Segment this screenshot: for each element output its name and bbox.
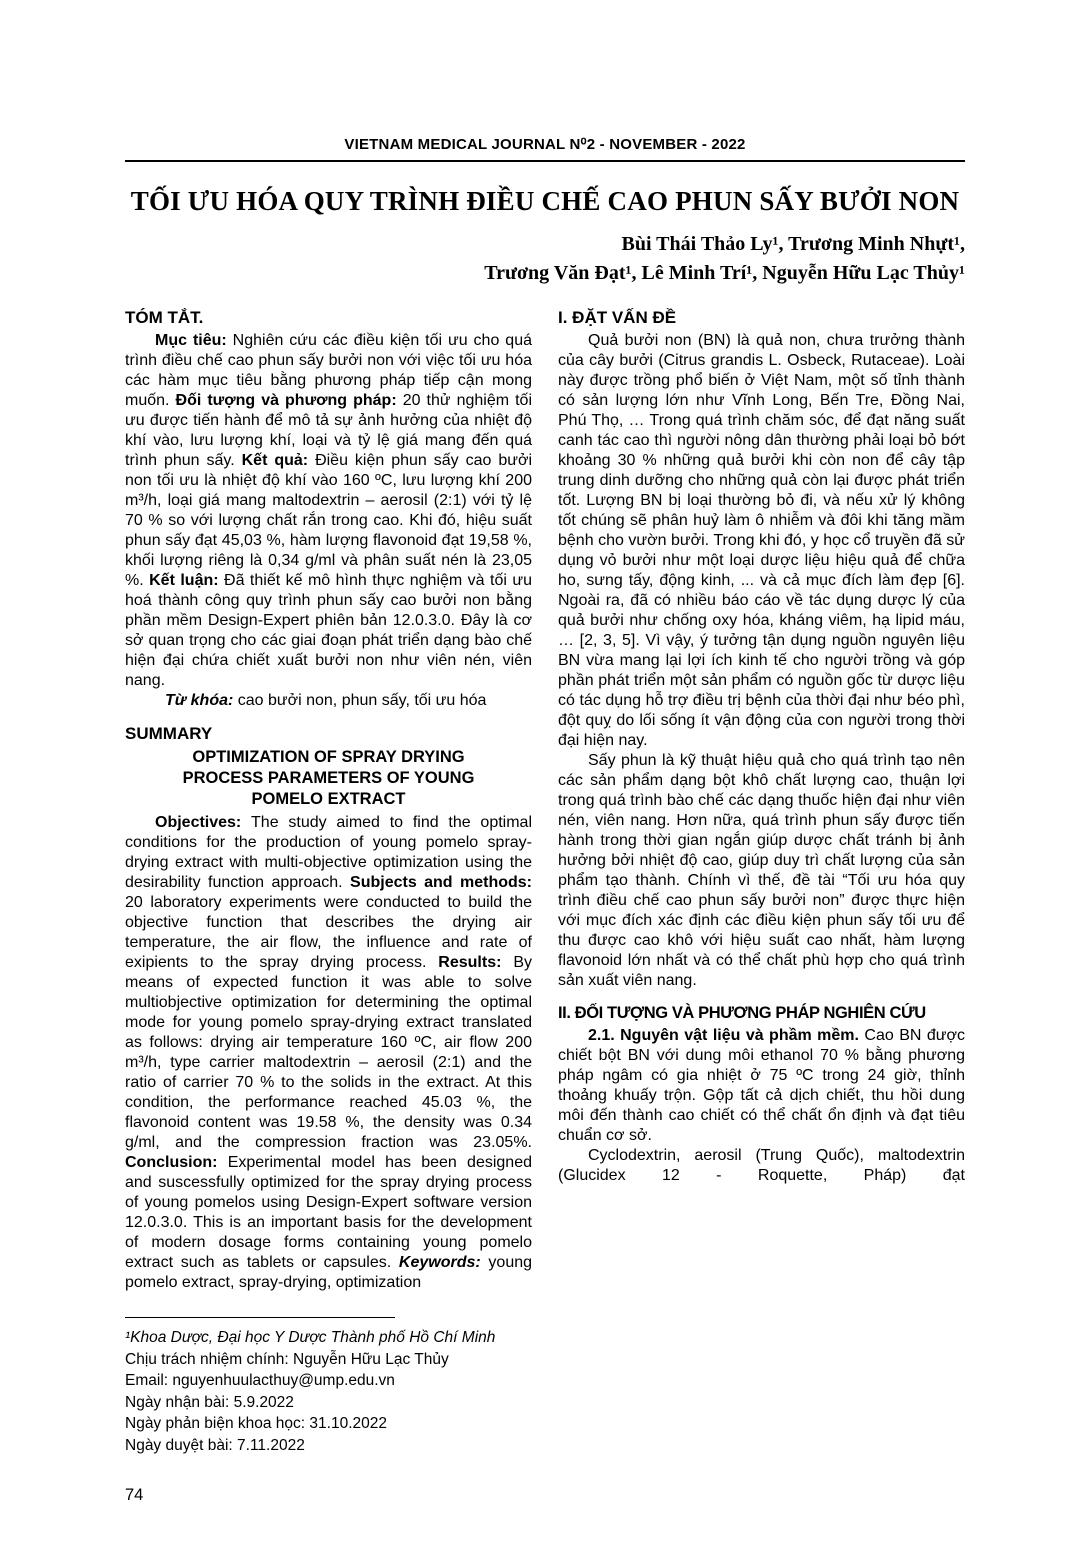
section1-heading: I. ĐẶT VẤN ĐỀ <box>558 308 677 327</box>
page-number: 74 <box>125 1486 144 1504</box>
summary-title: OPTIMIZATION OF SPRAY DRYING PROCESS PARAMETERS OF YOUNG POMELO EXTRACT <box>182 748 475 808</box>
summary-heading: SUMMARY <box>125 724 213 743</box>
left-column <box>125 308 532 1505</box>
affiliation-line: ¹Khoa Dược, Đại học Y Dược Thành phố Hồ Chí Minh <box>125 1329 496 1346</box>
corresponding-author-line: Chịu trách nhiệm chính: Nguyễn Hữu Lạc Thủy <box>125 1350 449 1368</box>
date-accepted-line: Ngày duyệt bài: 7.11.2022 <box>125 1436 305 1454</box>
section2-paragraph-materials: Cyclodextrin, aerosil (Trung Quốc), maltodextrin (Glucidex 12 - Roquette, Pháp) đạt <box>558 1147 965 1184</box>
section2-heading: II. ĐỐI TƯỢNG VÀ PHƯƠNG PHÁP NGHIÊN CỨU <box>558 1004 926 1022</box>
authors-line-2: Trương Văn Đạt¹, Lê Minh Trí¹, Nguyễn Hữu Lạc Thủy¹ <box>484 262 965 284</box>
authors-line-1: Bùi Thái Thảo Ly¹, Trương Minh Nhựt¹, <box>621 233 965 255</box>
running-head <box>125 135 965 162</box>
section2-paragraph-2-1: 2.1. Nguyên vật liệu và phầm mềm. Cao BN được chiết bột BN với dung môi ethanol 70 % bằng phương pháp ngâm có gia nhiệt ở 75 ºC trong 24 giờ, thỉnh thoảng khuấy trộn. Gộp tất cả dịch chiết, thu hồi dung môi đến thành cao chiết có thể chất ổn định và đạt tiêu chuẩn cơ sở. <box>558 1027 965 1144</box>
date-received-line: Ngày nhận bài: 5.9.2022 <box>125 1393 294 1411</box>
right-column <box>558 308 965 1505</box>
article-title: TỐI ƯU HÓA QUY TRÌNH ĐIỀU CHẾ CAO PHUN SẤY BƯỞI NON <box>130 186 960 216</box>
date-reviewed-line: Ngày phản biện khoa học: 31.10.2022 <box>125 1415 387 1432</box>
abstract-keywords: Từ khóa: cao bưởi non, phun sấy, tối ưu hóa <box>165 692 487 709</box>
section1-paragraph-1: Quả bưởi non (BN) là quả non, chưa trưởng thành của cây bưởi (Citrus grandis L. Osbeck, Rutaceae). Loài này được trồng phổ biến ở Việt Nam, một số tỉnh thành có sản lượng lớn như Vĩnh Long, Bến Tre, Đồng Nai, Phú Thọ, … Trong quá trình chăm sóc, để đạt năng suất canh tác cao thì người nông dân thường phải loại bỏ bớt khoảng 30 % những quả bưởi khi còn non để cây tập trung dinh dưỡng cho những quả còn lại được phát triển tốt. Lượng BN bị loại thường bỏ đi, và nếu xử lý không tốt chúng sẽ phân huỷ làm ô nhiễm và đôi khi tăng mầm bệnh cho vườn bưởi. Trong khi đó, y học cổ truyền đã sử dụng vỏ bưởi như một loại dược liệu hiệu quả để chữa ho, sưng tấy, động kinh, ... và cả mục đích làm đẹp [6]. Ngoài ra, đã có nhiều báo cáo về tác dụng dược lý của quả bưởi như chống oxy hóa, kháng viêm, hạ lipid máu, … [2, 3, 5]. Vì vậy, ý tưởng tận dụng nguồn nguyên liệu BN vừa mang lại lợi ích kinh tế cho người trồng và góp phần phát triển một sản phẩm có nguồn gốc từ dược liệu có tác dụng hỗ trợ điều trị bệnh của thời đại như béo phì, đột quỵ do lối sống ít vận động của con người trong thời đại hiện nay. <box>558 332 965 749</box>
footnote-block <box>125 1317 532 1456</box>
email-line: Email: nguyenhuulacthuy@ump.edu.vn <box>125 1372 395 1389</box>
abstract-heading: TÓM TẮT. <box>125 308 204 327</box>
journal-name-text: VIETNAM MEDICAL JOURNAL N⁰2 - NOVEMBER - 2022 <box>344 136 746 153</box>
author-block <box>125 230 965 288</box>
footnote-divider <box>125 1317 395 1318</box>
section1-paragraph-2: Sấy phun là kỹ thuật hiệu quả cho quá trình tạo nên các sản phẩm dạng bột khô chất lượng cao, thuận lợi trong quá trình bào chế các dạng thuốc hiện đại như viên nén, viên nang. Hơn nữa, quá trình phun sấy được tiến hành trong thời gian ngắn giúp dược chất tránh bị ảnh hưởng bởi nhiệt độ cao, giúp duy trì chất lượng của sản phẩm tạo thành. Chính vì thế, đề tài “Tối ưu hóa quy trình điều chế cao phun sấy bưởi non” được thực hiện với mục đích xác định các điều kiện phun sấy tối ưu để thu được cao khô với hiệu suất cao nhất, hàm lượng flavonoid lớn nhất và có thể chất phù hợp cho quá trình sản xuất viên nang. <box>558 752 965 989</box>
abstract-body: Mục tiêu: Nghiên cứu các điều kiện tối ưu cho quá trình điều chế cao phun sấy bưởi non với việc tối ưu hóa các hàm mục tiêu bằng phương pháp tiếp cận mong muốn. Đối tượng và phương pháp: 20 thử nghiệm tối ưu được tiến hành để mô tả sự ảnh hưởng của nhiệt độ khí vào, lưu lượng khí, loại và tỷ lệ giá mang đến quá trình phun sấy. Kết quả: Điều kiện phun sấy cao bưởi non tối ưu là nhiệt độ khí vào 160 ºC, lưu lượng khí 200 m³/h, loại giá mang maltodextrin – aerosil (2:1) với tỷ lệ 70 % so với lượng chất rắn trong cao. Khi đó, hiệu suất phun sấy đạt 45,03 %, hàm lượng flavonoid đạt 19,58 %, khối lượng riêng là 0,34 g/ml và phân suất nén là 23,05 %. Kết luận: Đã thiết kế mô hình thực nghiệm và tối ưu hoá thành công quy trình phun sấy cao bưởi non bằng phần mềm Design-Expert phiên bản 12.0.3.0. Đây là cơ sở quan trọng cho các giai đoạn phát triển dạng bào chế hiện đại chứa chiết xuất bưởi non như viên nén, viên nang. <box>125 332 533 689</box>
summary-body: Objectives: The study aimed to find the optimal conditions for the production of young pomelo spray-drying extract with multi-objective optimization using the desirability function approach. Subjects and methods: 20 laboratory experiments were conducted to build the objective function that describes the drying air temperature, the air flow, the influence and rate of exipients to the spray drying process. Results: By means of expected function it was able to solve multiobjective optimization for determining the optimal mode for young pomelo spray-drying extract translated as follows: drying air temperature 160 ºC, air flow 200 m³/h, type carrier maltodextrin – aerosil (2:1) and the ratio of carrier 70 % to the solids in the extract. At this condition, the performance reached 45.03 %, the flavonoid content was 19.58 %, the density was 0.34 g/ml, and the compression fraction was 23.05%. Conclusion: Experimental model has been designed and suscessfully optimized for the spray drying process of young pomelos using Design-Expert software version 12.0.3.0. This is an important basis for the development of modern dosage forms containing young pomelo extract such as tablets or capsules. Keywords: young pomelo extract, spray-drying, optimization <box>125 814 533 1291</box>
two-column-body <box>125 308 965 1505</box>
